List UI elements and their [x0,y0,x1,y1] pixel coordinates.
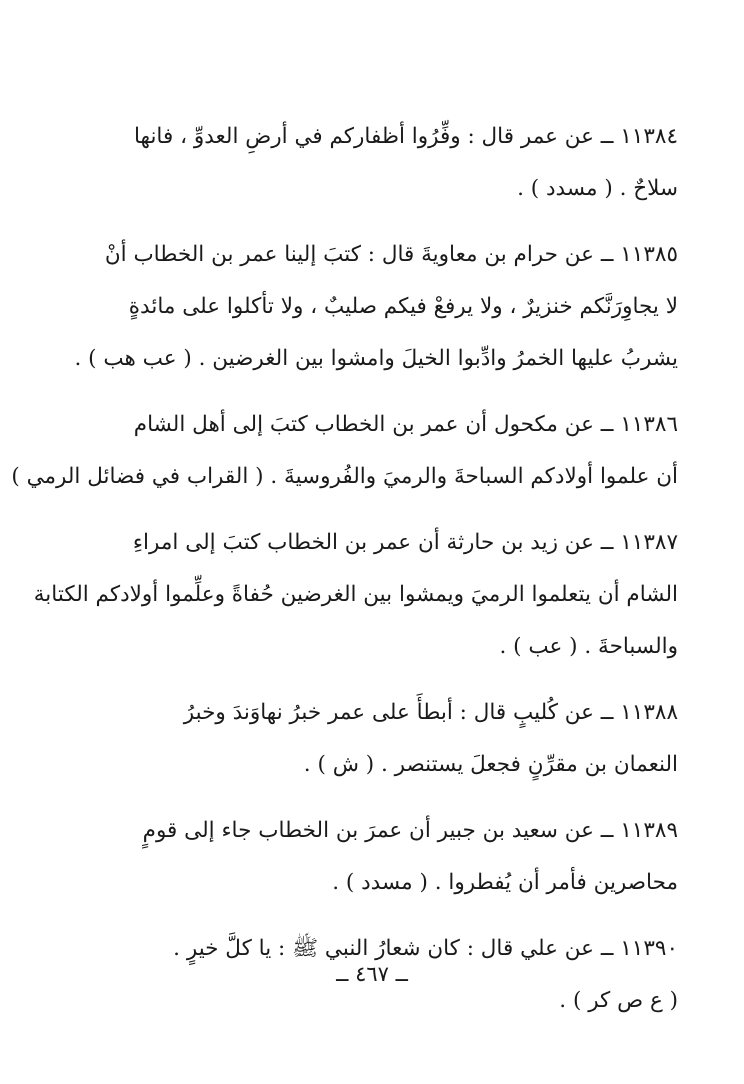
text-line: سلاحٌ . ( مسدد ) . [517,176,678,201]
hadith-11389 [118,806,678,910]
text-line: أن علموا أولادكم السباحةَ والرميَ والفُروسيةَ . ( القراب في فضائل الرمي ) [11,464,678,489]
text-line: ١١٣٨٦ ــ عن مكحول أن عمر بن الخطاب كتبَ إلى أهل الشام [133,412,678,437]
hadith-11384 [118,112,678,216]
text-line: النعمان بن مقرِّنٍ فجعلَ يستنصر . ( ش ) . [303,752,678,777]
text-line: يشربُ عليها الخمرُ وادِّبوا الخيلَ وامشوا بين الغرضين . ( عب هب ) . [74,346,678,371]
text-line: ١١٣٩٠ ــ عن علي قال : كان شعارُ النبي ﷺ : يا كلَّ خيرٍ . [173,936,678,961]
text-line: ١١٣٨٧ ــ عن زيد بن حارثة أن عمر بن الخطاب كتبَ إلى امراءِ [132,530,678,555]
page-number: ــ ٤٦٧ ــ [336,962,408,986]
hadith-11386 [11,400,678,504]
text-line: ( ع ص كر ) . [559,988,678,1013]
hadith-11388 [118,688,678,792]
hadith-11385 [74,230,678,386]
text-line: ١١٣٨٤ ــ عن عمر قال : وفِّرُوا أظفاركم في أرضِ العدوِّ ، فانها [133,124,678,149]
page-content [11,112,678,1028]
text-line: ١١٣٨٨ ــ عن كُليبٍ قال : أبطأَ على عمر خبرُ نهاوَندَ وخبرُ [183,700,678,725]
text-line: لا يجاوِرَنَّكم خنزيرٌ ، ولا يرفعْ فيكم صليبٌ ، ولا تأكلوا على مائدةٍ [128,294,678,319]
text-line: محاصرين فأمر أن يُفطروا . ( مسدد ) . [332,870,678,895]
text-line: والسباحةَ . ( عب ) . [499,634,678,659]
hadith-11387 [33,518,678,674]
text-line: الشام أن يتعلموا الرميَ ويمشوا بين الغرضين حُفاةً وعلِّموا أولادكم الكتابة [33,582,678,607]
text-line: ١١٣٨٩ ــ عن سعيد بن جبير أن عمرَ بن الخطاب جاء إلى قومٍ [142,818,678,843]
text-line: ١١٣٨٥ ــ عن حرام بن معاويةَ قال : كتبَ إلينا عمر بن الخطاب أنْ [104,242,678,267]
